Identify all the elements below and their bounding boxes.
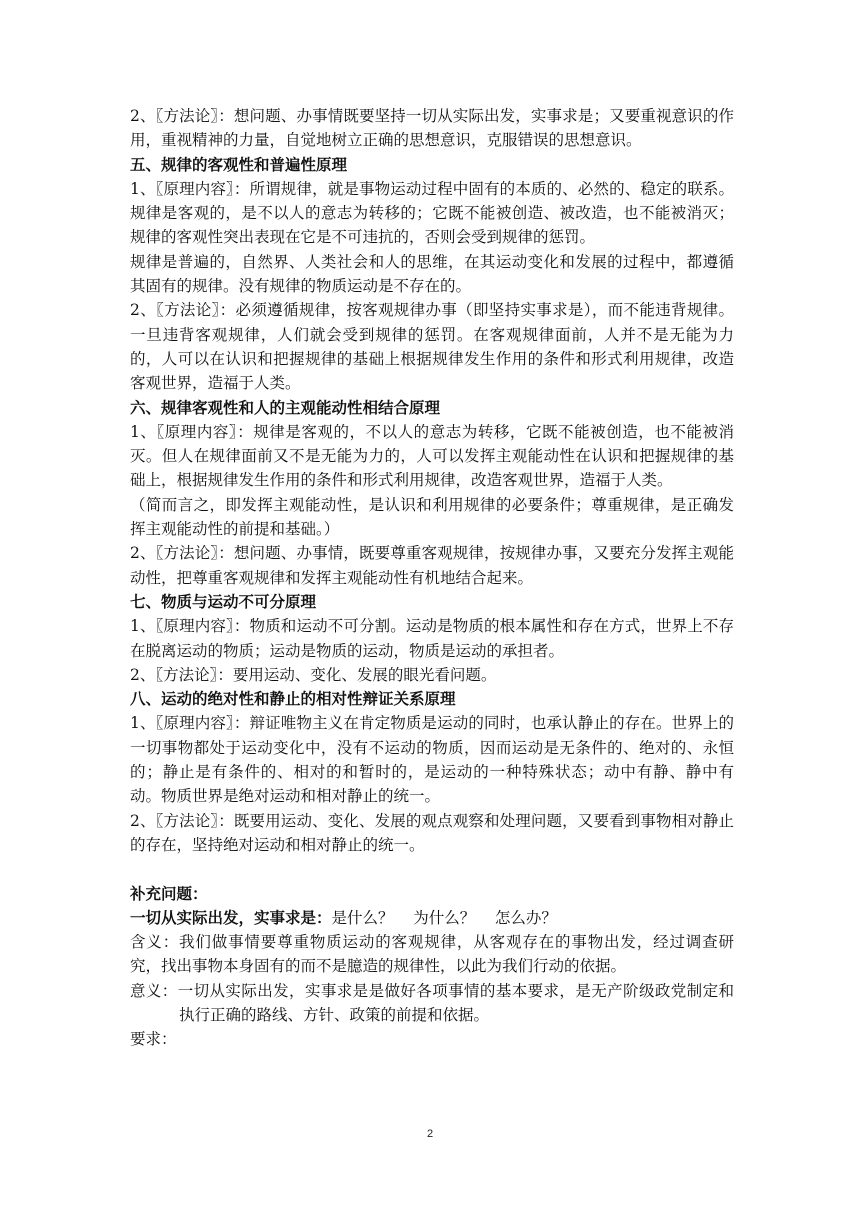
paragraph: 规律是普遍的，自然界、人类社会和人的思维，在其运动变化和发展的过程中，都遵循其固有的规律。没有规律的物质运动是不存在的。 — [130, 252, 734, 296]
page-number: 2 — [426, 1128, 434, 1140]
paragraph: 2、〖方法论〗：想问题、办事情既要坚持一切从实际出发，实事求是；又要重视意识的作用，重视精神的力量，自觉地树立正确的思想意识，克服错误的思想意识。 — [130, 107, 734, 150]
section-heading: 六、规律客观性和人的主观能动性相结合原理 — [130, 397, 441, 417]
paragraph: 1、〖原理内容〗：辩证唯物主义在肯定物质是运动的同时，也承认静止的存在。世界上的一切事物都处于运动变化中，没有不运动的物质，因而运动是无条件的、绝对的、永恒的；静止是有条件的、相对的和暂时的，是运动的一种特殊状态；动中有静、静中有动。物质世界是绝对运动和相对静止的统一。 — [130, 714, 734, 806]
paragraph: （简而言之，即发挥主观能动性，是认识和利用规律的必要条件；尊重规律，是正确发挥主观能动性的前提和基础。） — [130, 495, 734, 539]
supplement-significance: 意义：一切从实际出发，实事求是是做好各项事情的基本要求，是无产阶级政党制定和执行正确的路线、方针、政策的前提和依据。 — [130, 981, 734, 1024]
question-rest: 是什么？ 为什么？ 怎么办？ — [331, 908, 557, 927]
paragraph: 1、〖原理内容〗：所谓规律，就是事物运动过程中固有的本质的、必然的、稳定的联系。规律是客观的，是不以人的意志为转移的；它既不能被创造、被改造，也不能被消灭；规律的客观性突出表现在它是不可违抗的，否则会受到规律的惩罚。 — [130, 179, 734, 247]
paragraph: 2、〖方法论〗：必须遵循规律，按客观规律办事（即坚持实事求是），而不能违背规律。一旦违背客观规律，人们就会受到规律的惩罚。在客观规律面前，人并不是无能为力的，人可以在认识和把握规律的基础上根据规律发生作用的条件和形式利用规律，改造客观世界，造福于人类。 — [130, 301, 734, 393]
section-heading: 五、规律的客观性和普遍性原理 — [130, 154, 348, 174]
paragraph: 2、〖方法论〗：既要用运动、变化、发展的观点观察和处理问题，又要看到事物相对静止的存在，坚持绝对运动和相对静止的统一。 — [130, 811, 734, 854]
paragraph: 1、〖原理内容〗：物质和运动不可分割。运动是物质的根本属性和存在方式，世界上不存在脱离运动的物质；运动是物质的运动，物质是运动的承担者。 — [130, 617, 734, 660]
supplement-meaning: 含义：我们做事情要尊重物质运动的客观规律，从客观存在的事物出发，经过调查研究，找出事物本身固有的而不是臆造的规律性，以此为我们行动的依据。 — [130, 933, 734, 976]
question-bold: 一切从实际出发，实事求是： — [130, 907, 332, 927]
supplement-heading: 补充问题： — [130, 883, 208, 903]
spacer — [130, 857, 734, 881]
paragraph: 2、〖方法论〗：要用运动、变化、发展的眼光看问题。 — [130, 665, 497, 684]
section-heading: 七、物质与运动不可分原理 — [130, 591, 317, 611]
section-heading: 八、运动的绝对性和静止的相对性辩证关系原理 — [130, 689, 456, 709]
paragraph: 2、〖方法论〗：想问题、办事情，既要尊重客观规律，按规律办事，又要充分发挥主观能动性，把尊重客观规律和发挥主观能动性有机地结合起来。 — [130, 544, 734, 587]
supplement-question — [130, 906, 734, 930]
supplement-requirement: 要求： — [130, 1030, 177, 1049]
document-body — [130, 104, 734, 1052]
paragraph: 1、〖原理内容〗：规律是客观的，不以人的意志为转移，它既不能被创造，也不能被消灭。但人在规律面前又不是无能为力的，人可以发挥主观能动性在认识和把握规律的基础上，根据规律发生作用的条件和形式利用规律，改造客观世界，造福于人类。 — [130, 422, 734, 490]
